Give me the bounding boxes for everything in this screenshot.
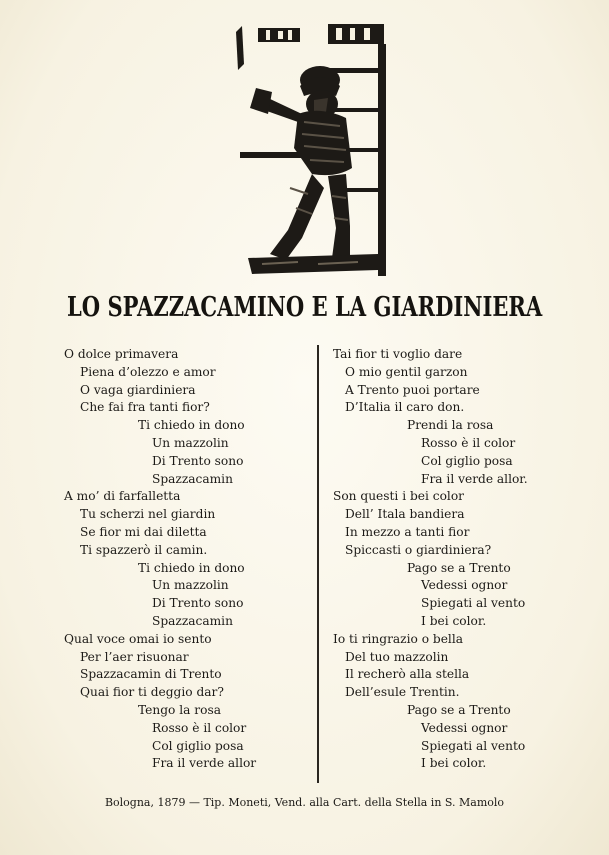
verse-line: Per l’aer risuonar: [80, 649, 189, 664]
stanza: [333, 631, 593, 773]
verse-line: Rosso è il color: [421, 435, 516, 450]
verse-line: Fra il verde allor.: [421, 471, 528, 486]
verse-line: D’Italia il caro don.: [345, 400, 465, 415]
poem-title: LO SPAZZACAMINO E LA GIARDINIERA: [66, 292, 543, 323]
verse-line: Io ti ringrazio o bella: [333, 631, 463, 646]
verse-line: Spiegati al vento: [421, 738, 526, 753]
verse-line: Rosso è il color: [152, 720, 247, 735]
verse-line: Fra il verde allor: [152, 756, 257, 771]
verse-line: Col giglio posa: [152, 738, 244, 753]
verse-line: Un mazzolin: [152, 435, 229, 450]
verse-line: Dell’ Itala bandiera: [345, 507, 465, 522]
verse-line: Il recherò alla stella: [345, 667, 470, 682]
stanza: [64, 346, 314, 488]
verse-line: In mezzo a tanti fior: [345, 524, 470, 539]
verse-line: Se fior mi dai diletta: [80, 524, 207, 539]
verse-line: Ti chiedo in dono: [138, 418, 245, 433]
verse-line: A mo’ di farfalletta: [64, 489, 181, 504]
verse-line: Ti spazzerò il camin.: [80, 542, 208, 557]
verse-line: Spazzacamin: [152, 471, 233, 486]
verse-line: Tengo la rosa: [138, 702, 221, 717]
verse-line: Spiccasti o giardiniera?: [345, 542, 492, 557]
verse-line: Tai fior ti voglio dare: [333, 347, 463, 361]
verse-line: O mio gentil garzon: [345, 364, 468, 379]
verse-line: Ti chiedo in dono: [138, 560, 245, 575]
verse-line: I bei color.: [421, 613, 487, 628]
verse-line: Del tuo mazzolin: [345, 649, 449, 664]
verse-line: Spazzacamin: [152, 613, 233, 628]
verse-line: Vedessi ognor: [421, 578, 508, 593]
verse-line: O vaga giardiniera: [80, 382, 196, 397]
verse-line: Spiegati al vento: [421, 596, 526, 611]
verse-line: Pago se a Trento: [407, 702, 511, 717]
verse-line: Prendi la rosa: [407, 418, 494, 433]
verse-line: Qual voce omai io sento: [64, 631, 212, 646]
verse-line: Tu scherzi nel giardin: [80, 507, 216, 522]
left-poem-column: [64, 346, 314, 773]
verse-line: Col giglio posa: [421, 453, 513, 468]
verse-line: Di Trento sono: [152, 596, 244, 611]
stanza: [333, 346, 593, 488]
right-poem-column: [333, 346, 593, 773]
verse-line: Che fai fra tanti fior?: [80, 400, 210, 415]
verse-line: Quai fior ti deggio dar?: [80, 685, 224, 700]
chimney-sweep-woodcut-illustration: [228, 18, 400, 276]
verse-line: Pago se a Trento: [407, 560, 511, 575]
column-divider-line: [317, 345, 319, 783]
verse-line: O dolce primavera: [64, 347, 179, 361]
verse-line: A Trento puoi portare: [345, 382, 480, 397]
stanza: [333, 488, 593, 630]
verse-line: Spazzacamin di Trento: [80, 667, 222, 682]
verse-line: Dell’esule Trentin.: [345, 685, 460, 700]
verse-line: Son questi i bei color: [333, 489, 464, 504]
printer-imprint: Bologna, 1879 — Tip. Moneti, Vend. alla Cart. della Stella in S. Mamolo: [104, 796, 505, 809]
verse-line: Di Trento sono: [152, 453, 244, 468]
stanza: [64, 631, 314, 773]
verse-line: I bei color.: [421, 756, 487, 771]
verse-line: Piena d’olezzo e amor: [80, 364, 216, 379]
stanza: [64, 488, 314, 630]
verse-line: Vedessi ognor: [421, 720, 508, 735]
verse-line: Un mazzolin: [152, 578, 229, 593]
